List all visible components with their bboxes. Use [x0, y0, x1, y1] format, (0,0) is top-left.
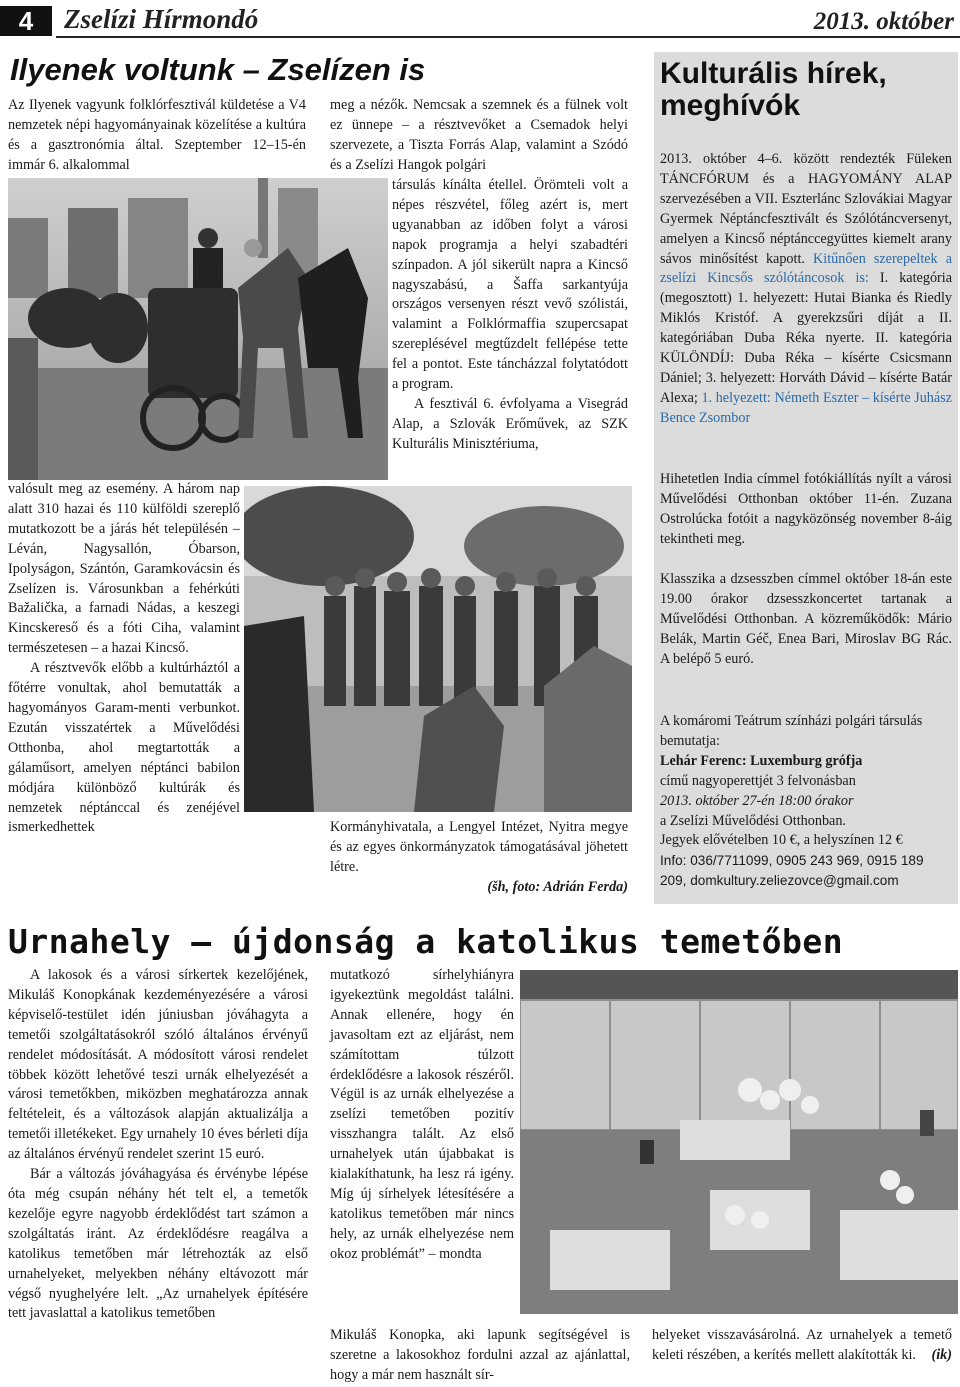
- sidebar-p4-sub: című nagyoperettjét 3 felvonásban: [660, 772, 856, 789]
- article1-col2-intro: [330, 96, 628, 176]
- article1-col2-end: [330, 818, 628, 898]
- article1-col1-top: Az Ilyenek vagyunk folklórfesztivál küldetése a V4 nemzetek népi hagyományainak közelítése a kultúra és a gasztronómia által. Szeptember 12–15-én immár 6. alkalommal: [8, 97, 306, 173]
- sidebar-p4-place: a Zselízi Művelődési Otthonban.: [660, 812, 846, 829]
- photo-procession-image: [8, 178, 388, 480]
- sidebar-p4-title: Lehár Ferenc: Luxemburg grófja: [660, 752, 863, 769]
- photo-folk-dancers-image: [244, 486, 632, 812]
- sidebar-p4-info: Info: 036/7711099, 0905 243 969, 0915 189 209, domkultury.zeliezovce@gmail.com: [660, 853, 924, 889]
- sidebar-p1-d: 1. helyezett: Németh Eszter – kísérte Juhász Bence Zsombor: [660, 389, 953, 426]
- article2-bottom-right: helyeket visszavásárolná. Az urnahelyek a temető keleti részében, a kerítés mellett alakították ki.: [652, 1327, 952, 1363]
- sidebar-p4-date: 2013. október 27-én 18:00 órakor: [660, 792, 854, 809]
- sidebar-news-3-box: [660, 570, 952, 679]
- article2-bottom-left: Mikuláš Konopka, aki lapunk segítségével is szeretne a lakosokhoz fordulni azzal az ajánlattal, hogy a már nem használt sír-: [330, 1327, 630, 1383]
- sidebar-p1-c: I. kategória (megosztott) 1. helyezett: Hutai Bianka és Riedly Miklós Kristóf. A gyerekzsűri díját a II. kategóriában Duba Réka nyerte. II. kategória KÜLÖNDÍJ: Duba Réka – kísérte Csicsmann Dániel; 3. helyezett: Horváth Dávid – kísérte Batár Alexa;: [660, 270, 952, 406]
- photo-folk-dancers: [244, 486, 632, 812]
- sidebar-news-4-box: [660, 712, 952, 891]
- header-rule: [56, 36, 960, 38]
- article1-col1-body: [8, 480, 240, 838]
- article2-col1-p1: A lakosok és a városi sírkertek kezelőjének, Mikuláš Konopkának kezdeményezésére a városi képviselő-testület idén júniusban jóváhagyta a temetői szolgáltatásokról szóló általános érvényű rendelet módosítását. A módosított városi rendelet többek között lehetővé teszi urnák elhelyezését a városi temetőkben, miközben meghatározza annak feltételeit, és a változások alapján aktualizálja a temetői illetékeket. Egy urnahely 10 éves bérleti díja az általános érvényű rendelet szerint 15 euró.: [8, 967, 308, 1163]
- article2-bottom-left-box: [330, 1326, 630, 1386]
- article2-col2: [330, 966, 514, 1265]
- sidebar-p4-intro: A komáromi Teátrum színházi polgári társulás bemutatja:: [660, 713, 923, 749]
- article1-col2-body: [392, 176, 628, 455]
- article1-title: Ilyenek voltunk – Zselízen is: [10, 52, 426, 87]
- article2-credit: (ik): [931, 1346, 952, 1363]
- article2-col1: [8, 966, 308, 1324]
- sidebar-news-3: Klasszika a dzsesszben címmel október 18-án este 19.00 órakor dzsesszkoncertet tartanak a Művelődési Otthonban. A közreműködők: Mário Belák, Martin Géč, Enea Bari, Miroslav BG Rác. A belépő 5 euró.: [660, 571, 952, 667]
- sidebar-p1-a: 2013. október 4–6. között rendezték Füleken TÁNCFÓRUM és a HAGYOMÁNY ALAP szervezésében a VII. Eszterlánc Szlovákiai Magyar Gyermek Néptáncfesztivált és Szólótáncversenyt, amelyen a Kincső néptánccegyüttes kiemelt arany sávos minősítést kapott.: [660, 151, 952, 267]
- article1-col1-intro: [8, 96, 306, 176]
- article2-bottom-right-box: [652, 1326, 952, 1366]
- sidebar-p4-tickets: Jegyek elővételben 10 €, a helyszínen 12 €: [660, 832, 903, 849]
- article1-col2-p2: A fesztivál 6. évfolyama a Visegrád Alap, a Szlovák Erőművek, az SZK Kulturális Minisztériuma,: [392, 395, 628, 452]
- article1-col1-p2: A résztvevők előbb a kultúrháztól a főtérre vonultak, ahol bemutatták a hagyományos Garam-menti verbunkot. Ezután visszatértek a Művelődési Otthonba, ahol megtartották a gálaműsort, amelyen néptánci babilon módjára különböző kultúrák és nemzetek néptánccal és zenéjével ismerkedhettek: [8, 660, 240, 836]
- article1-col2-top: meg a nézők. Nemcsak a szemnek és a fülnek volt ez ünnepe – a résztvevőket a Csemadok helyi szervezete, a Tiszta Forrás Alap, valamint a Szódó és a Zselízi Hangok polgári: [330, 97, 628, 173]
- photo-urn-site: [520, 970, 958, 1314]
- sidebar-news-2-box: [660, 470, 952, 559]
- sidebar-news: [660, 150, 952, 438]
- photo-urn-site-image: [520, 970, 958, 1314]
- sidebar-news-2: Hihetetlen India címmel fotókiállítás nyílt a városi Művelődési Otthonban október 11-én. Zuzana Ostrolúcka fotóit a nagyközönség november 8-áig tekintheti meg.: [660, 471, 952, 547]
- issue-date: 2013. október: [813, 8, 954, 35]
- sidebar-p1-b: Kitűnően szerepeltek a zselízi Kincsős szólótáncosok is:: [660, 250, 952, 287]
- article2-col2-p1: mutatkozó sírhelyhiányra igyekeztünk megoldást találni. Annak ellenére, hogy én javasoltam ezt az eljárást, nem számítottam túlzott érdeklődésre a lakosok részéről. Végül is az urnák elhelyezése a zselízi temetőben pozitív visszhangra talált. Az első urnahelyek után újabbakat is kialakíthatunk, ha lesz rá igény. Míg új sírhelyek létesítésére a katolikus temetőben már nincs hely, az urnák elhelyezése nem okoz problémát” – mondta: [330, 967, 514, 1262]
- article2-col1-p2: Bár a változás jóváhagyása és érvénybe lépése óta még csupán néhány hét telt el, a temetők kezelője egyre nagyobb érdeklődést tart számon a szolgáltatás iránt. Az érdeklődésre reagálva a katolikus temetőben már létrehozták az első urnahelyeket, melyekben néhány eltávozott már végső nyughelyére lelt. „Az urnahelyek építésére tett javaslattal a katolikus temetőben: [8, 1166, 308, 1322]
- article2-title: Urnahely – újdonság a katolikus temetőben: [8, 922, 844, 961]
- article1-col1-mid: valósult meg az esemény. A három nap alatt 310 hazai és 110 külföldi szereplő mutatkozott be a járás hét településén – Léván, Nagysallón, Óbarson, Ipolyságon, Szántón, Garamkovácsin és Zselízen is. Városunkban a fehérkúti Bažalička, a farnadi Nádas, a keszegi Kincskereső és a fóti Ciha, valamint természetesen – a hazai Kincső.: [8, 481, 240, 657]
- sidebar-news-1: [660, 150, 952, 429]
- article1-col2-bottom: Kormányhivatala, a Lengyel Intézet, Nyitra megye és az egyes önkormányzatok támogatásával jöhetett létre.: [330, 819, 628, 875]
- sidebar-title: Kulturális hírek, meghívók: [660, 57, 887, 122]
- page-number: 4: [0, 6, 52, 36]
- publication-name: Zselízi Hírmondó: [64, 4, 259, 34]
- article1-credit: (šh, foto: Adrián Ferda): [487, 878, 628, 895]
- article1-col2-right: társulás kínálta étellel. Örömteli volt a népes részvétel, főleg azért is, mert ugyanabban az időben folyt a városi napok programja a helyi szabadtéri színpadon. A jól sikerült napra a Kincső nagyszabású, a Šaffa sarkantyúja országos versenyen részt vevő szólistái, valamint a Folklórmaffia szupercsapat szereplésével megtűzdelt fellépése tette fel a pontot. Este táncházzal folytatódott a program.: [392, 177, 628, 393]
- photo-procession: [8, 178, 388, 480]
